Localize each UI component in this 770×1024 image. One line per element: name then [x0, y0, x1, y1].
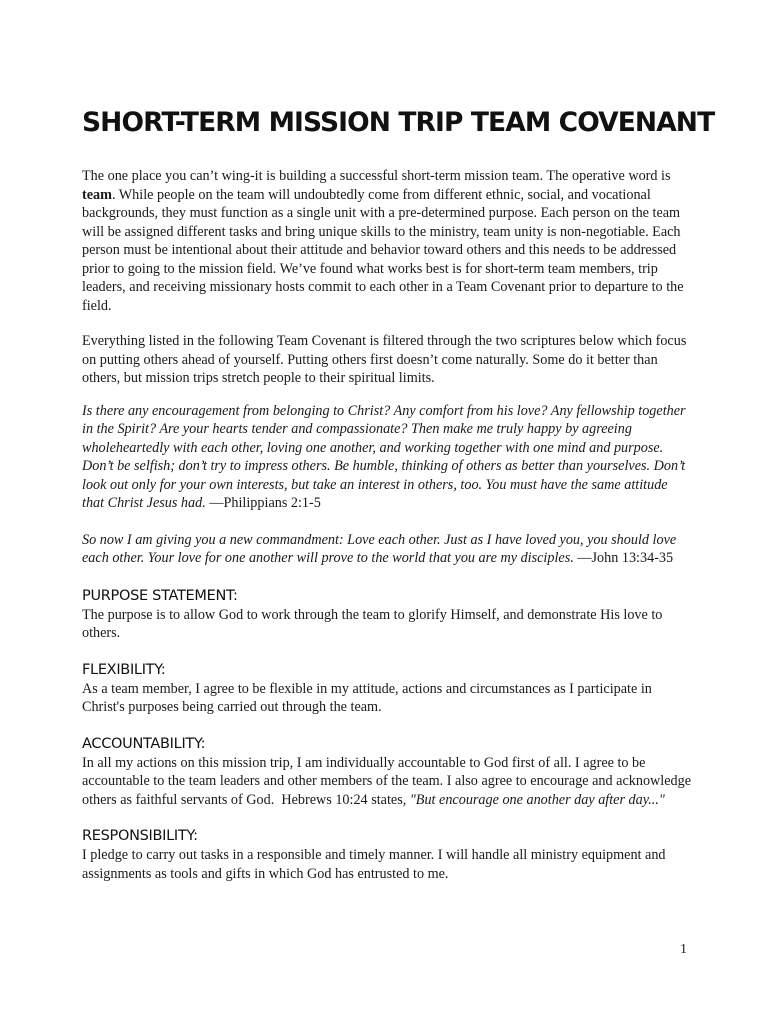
accountability-quote: "But encourage one another day after day..." [409, 791, 665, 808]
section-purpose [82, 586, 692, 643]
section-body-flexibility: As a team member, I agree to be flexible in my attitude, actions and circumstances as I participate in Christ's purposes being carried out through the team. [82, 680, 652, 715]
document-page [82, 106, 715, 900]
section-flexibility [82, 660, 692, 717]
section-heading-purpose: PURPOSE STATEMENT: [82, 587, 238, 604]
section-body-accountability [82, 754, 692, 810]
filter-paragraph: Everything listed in the following Team Covenant is filtered through the two scriptures below which focus on putting others ahead of yourself. Putting others first doesn’t come naturally. Some do it better than others, but mission trips stretch people to their spiritual limits. [82, 333, 687, 386]
section-accountability [82, 734, 692, 810]
scripture-john [82, 531, 692, 568]
intro-text-start: The one place you can’t wing-it is building a successful short-term mission team. The operative word is [82, 168, 671, 184]
section-body-purpose: The purpose is to allow God to work through the team to glorify Himself, and demonstrate His love to others. [82, 606, 663, 641]
section-responsibility [82, 826, 692, 883]
scripture-john-reference: —John 13:34-35 [573, 550, 674, 566]
section-heading-responsibility: RESPONSIBILITY: [82, 828, 198, 844]
scripture-philippians-reference: —Philippians 2:1-5 [205, 495, 321, 511]
accountability-text: In all my actions on this mission trip, I am individually accountable to God first of all. I agree to be accountable to the team leaders and other members of the team. I also agree to encourage and acknowledge others as faithful servants of God. Hebrews 10:24 states, [82, 754, 692, 808]
scripture-philippians [82, 402, 692, 513]
intro-bold-word: team [82, 186, 112, 203]
document-title: SHORT-TERM MISSION TRIP TEAM COVENANT [82, 107, 715, 138]
intro-text-end: . While people on the team will undoubtedly come from different ethnic, social, and vocational backgrounds, they must function as a single unit with a pre-determined purpose. Each person on the team will be assigned different tasks and bring unique skills to the ministry, team unity is non-negotiable. Each person must be intentional about their attitude and behavior toward others and this needs to be addressed prior to going to the mission field. We’ve found what works best is for short-term team members, trip leaders, and receiving missionary hosts commit to each other in a Team Covenant prior to departure to the field. [82, 186, 684, 314]
scripture-john-text: So now I am giving you a new commandment: Love each other. Just as I have loved you, you should love each other. Your love for one another will prove to the world that you are my disciples. [82, 531, 677, 566]
intro-paragraph [82, 167, 692, 315]
scripture-philippians-text: Is there any encouragement from belonging to Christ? Any comfort from his love? Any fellowship together in the Spirit? Are your hearts tender and compassionate? Then make me truly happy by agreeing wholeheartedly with each other, loving one another, and working together with one mind and purpose. Don’t be selfish; don’t try to impress others. Be humble, thinking of others as better than yourselves. Don’t look out only for your own interests, but take an interest in others, too. You must have the same attitude that Christ Jesus had. [82, 402, 686, 511]
page-number: 1 [680, 942, 687, 957]
section-heading-flexibility: FLEXIBILITY: [82, 661, 166, 678]
section-heading-accountability: ACCOUNTABILITY: [82, 735, 206, 752]
section-body-responsibility: I pledge to carry out tasks in a responsible and timely manner. I will handle all ministry equipment and assignments as tools and gifts in which God has entrusted to me. [82, 847, 666, 882]
